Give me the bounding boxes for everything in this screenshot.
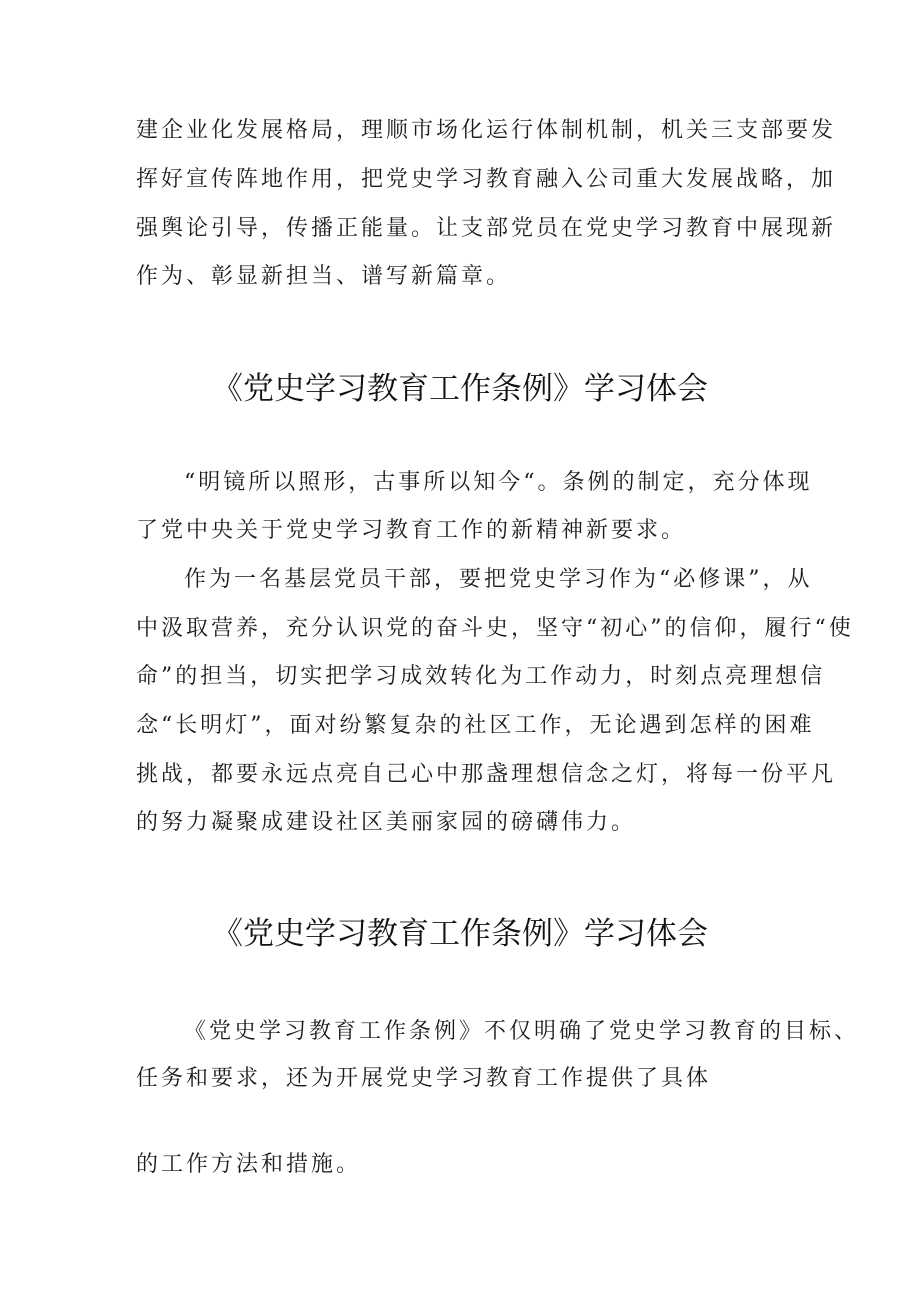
- body-text-line: 的努力凝聚成建设社区美丽家园的磅礴伟力。: [136, 810, 637, 835]
- body-text-line: 挥好宣传阵地作用，把党史学习教育融入公司重大发展战略，加: [136, 167, 837, 192]
- body-text-line: 作为、彰显新担当、谱写新篇章。: [136, 264, 512, 289]
- section-heading: 《党史学习教育工作条例》学习体会: [212, 916, 708, 952]
- body-text-line: 作为一名基层党员干部，要把党史学习作为“必修课”，从: [184, 567, 813, 592]
- body-text-line: 念“长明灯”，面对纷繁复杂的社区工作，无论遇到怎样的困难: [136, 713, 815, 738]
- body-text-line: 挑战，都要永远点亮自己心中那盏理想信念之灯，将每一份平凡: [136, 762, 837, 787]
- body-text-line: 的工作方法和措施。: [136, 1152, 362, 1177]
- body-text-line: “明镜所以照形，古事所以知今“。条例的制定，充分体现: [184, 470, 813, 495]
- section-heading: 《党史学习教育工作条例》学习体会: [212, 371, 708, 407]
- body-text-line: 《党史学习教育工作条例》不仅明确了党史学习教育的目标、: [184, 1019, 860, 1044]
- body-text-line: 命”的担当，切实把学习成效转化为工作动力，时刻点亮理想信: [136, 664, 826, 689]
- body-text-line: 强舆论引导，传播正能量。让支部党员在党史学习教育中展现新: [136, 216, 837, 241]
- body-text-line: 了党中央关于党史学习教育工作的新精神新要求。: [136, 518, 687, 543]
- body-text-line: 建企业化发展格局，理顺市场化运行体制机制，机关三支部要发: [136, 118, 837, 143]
- body-text-line: 任务和要求，还为开展党史学习教育工作提供了具体: [136, 1066, 712, 1091]
- body-text-line: 中汲取营养，充分认识党的奋斗史，坚守“初心”的信仰，履行“使: [136, 616, 854, 641]
